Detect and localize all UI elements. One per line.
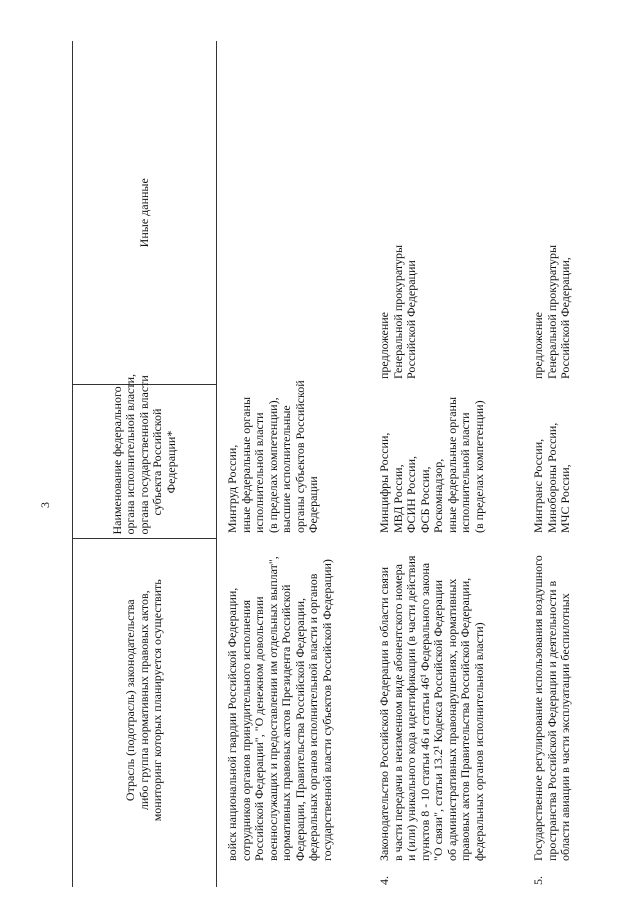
text-line: органы субъектов Российской [292,380,307,533]
text-line: Минцифры России, [377,432,391,533]
header-field-cell [73,539,217,861]
text-line: Роскомнадзор, [431,458,445,533]
text-line: сотрудников органов принудительного исполнения [238,599,253,861]
text-line: Федерации* [163,430,178,494]
header-organ-text [107,373,183,539]
table-row [217,41,371,887]
row-organ-cell [370,385,524,539]
text-line: войск национальной гвардии Российской Федерации, [225,587,239,861]
text-line: Федерации [306,476,320,533]
table-row [370,41,524,887]
text-line: мониторинг которых планируется осуществить [150,579,165,822]
monitoring-plan-table [72,41,598,887]
text-line: государственной власти субъектов Российской Федерации) [319,559,334,861]
text-line: Российской Федерации", "О денежном довольствии [252,596,266,861]
text-line: ФСБ России, [417,466,432,533]
row-field-cell [370,539,524,861]
page-number: 3 [38,502,52,508]
text-line: и (или) уникального кода идентификации (в части действия [404,555,418,861]
text-line: высшие исполнительные [279,405,293,533]
text-line: об административных правонарушениях, нормативных [444,578,459,861]
text-line: Государственное регулирование использования воздушного [531,555,545,861]
row-number [217,861,371,887]
row-other-cell [217,41,371,385]
text-line: Наименование федерального [109,386,124,535]
text-line: Отрасль (подотрасль) законодательства [123,599,138,802]
text-line: предложение [377,311,391,379]
text-line: Минтруд России, [225,444,239,533]
table-header-row [73,41,217,887]
text-line: нормативных правовых актов Президента Российской [279,584,293,861]
text-line: либо группа нормативных правовых актов, [136,590,151,811]
header-organ-cell [73,373,217,539]
text-line: федеральных органов исполнительной власти) [471,622,486,861]
row-number: 5. [531,876,545,885]
row-field-cell [524,539,598,861]
text-line: исполнительной власти [458,412,472,533]
text-line: иные федеральные органы [238,396,253,533]
text-line: МВД России, [390,464,405,533]
text-line: области авиации в части эксплуатации беспилотных [558,593,572,861]
header-other-text [138,41,152,385]
header-other-cell [73,41,217,385]
text-line: Минтранс России, [531,438,545,533]
text-line: предложение [531,311,545,379]
text-line: исполнительной власти [252,412,266,533]
header-number-cell [73,861,217,887]
text-line: Законодательство Российской Федерации в области связи [377,566,391,861]
text-line: пунктов 8 - 10 статьи 46 и статьи 46¹ Федерального закона [417,562,432,861]
row-organ-cell [524,385,598,539]
text-line: Федерации, Правительства Российской Федерации, [292,598,307,861]
text-line: органа государственной власти [136,375,151,535]
header-field-text [124,540,165,862]
text-line: органа исполнительной власти, [123,373,138,535]
text-line: "О связи", статьи 13.2¹ Кодекса Российской Федерации [431,579,445,861]
text-line: (в пределах компетенции), [265,397,280,533]
text-line: Генеральной прокуратуры [390,244,405,379]
text-line: Российской Федерации, [558,257,572,379]
text-line: иные федеральные органы [444,396,459,533]
table-row [524,41,598,887]
row-other-cell [370,41,524,385]
text-line: Российской Федерации [404,260,418,379]
text-line: (в пределах компетенции) [471,400,486,533]
text-line: пространства Российской Федерации и деятельности в [544,580,559,861]
row-number: 4. [377,876,391,885]
row-other-cell [524,41,598,385]
text-line: Иные данные [136,178,151,248]
row-field-cell [217,539,371,861]
text-line: Минобороны России, [544,422,559,533]
text-line: правовых актов Правительства Российской Федерации, [458,577,472,861]
text-line: федеральных органов исполнительной власти и органов [306,573,320,861]
text-line: Генеральной прокуратуры [544,244,559,379]
text-line: в части передачи в неизменном виде абонентского номера [390,564,405,861]
text-line: ФСИН России, [404,456,418,533]
row-organ-cell [217,380,371,539]
text-line: военнослужащих и предоставлении им отдельных выплат", [265,556,280,861]
text-line: МЧС России, [558,464,572,533]
text-line: субъекта Российской [150,408,165,516]
